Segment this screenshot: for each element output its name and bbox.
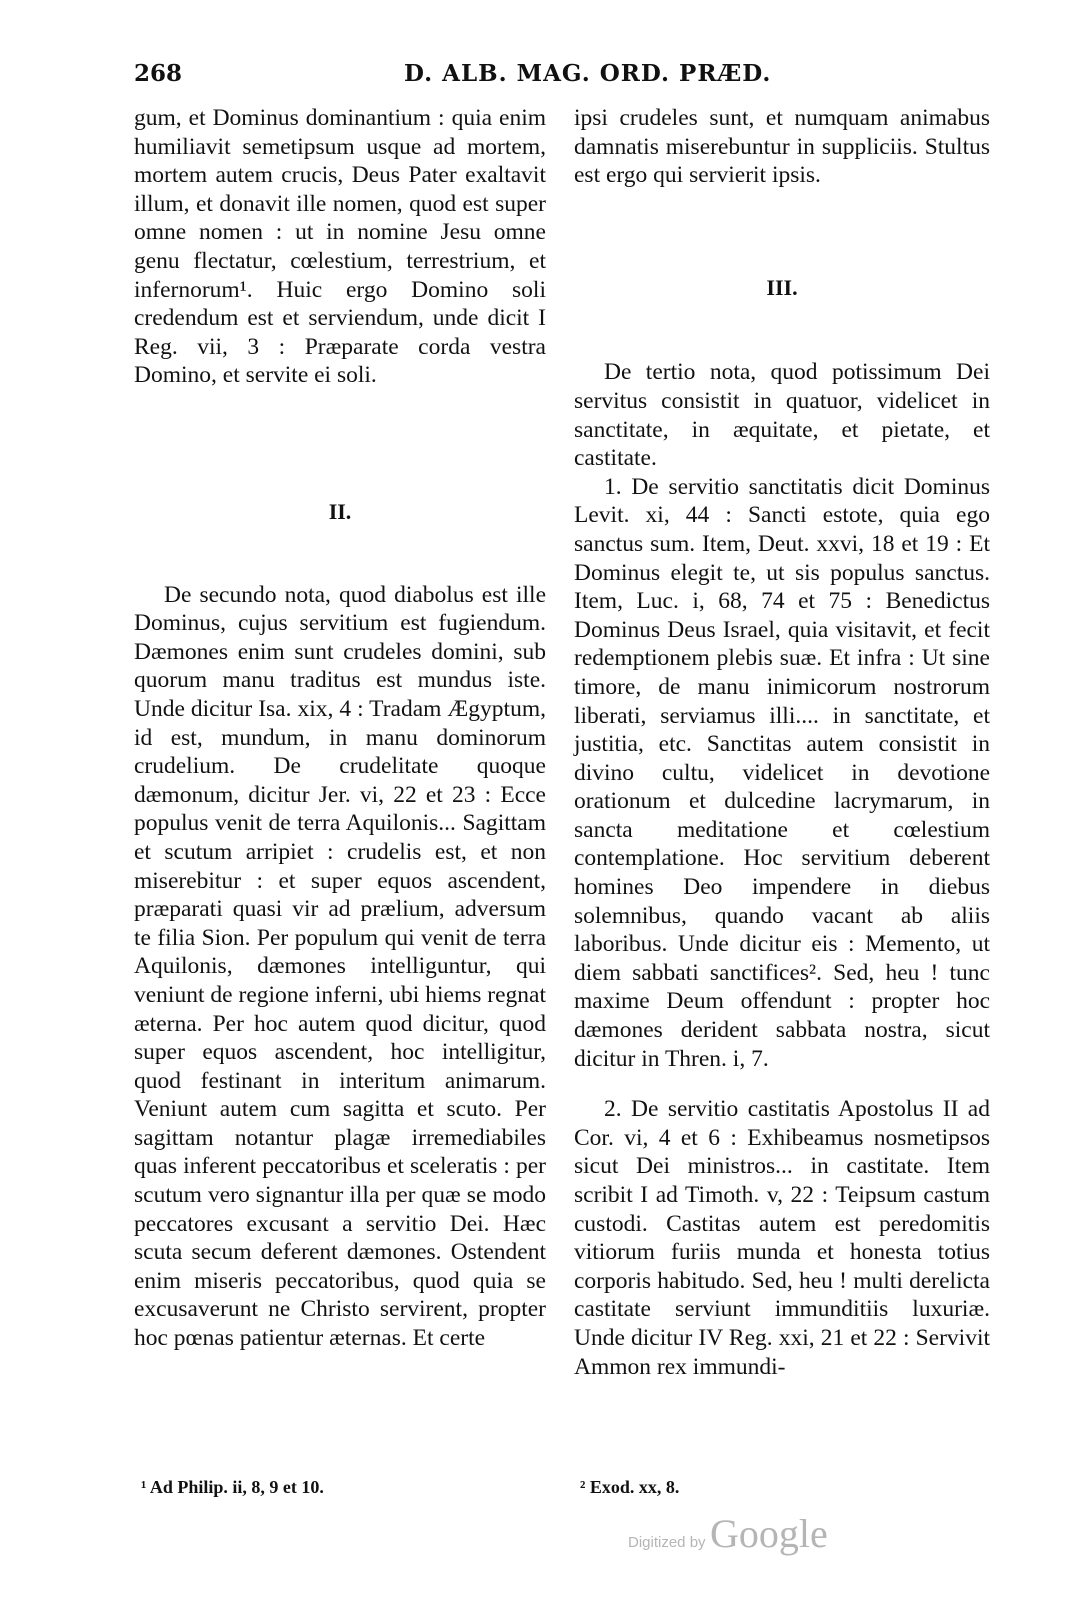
right-paragraph-2: De tertio nota, quod potissimum Dei servitus consistit in quatuor, videlicet in sanctitate, in æquitate, et pietate, et castitate. (574, 359, 990, 472)
right-paragraph-3: 1. De servitio sanctitatis dicit Dominus Levit. xi, 44 : Sancti estote, quia ego sanctus sum. Item, Deut. xxvi, 18 et 19 : Et Dominus elegit te, ut sis populus sanctus. Item, Luc. i, 68, 74 et 75 : Benedictus Dominus Deus Israel, quia visitavit, et fecit redemptionem plebis suæ. Et infra : Ut sine timore, de manu inimicorum nostrorum liberati, serviamus illi.... in sanctitate, et justitia, etc. Sanctitas autem consistit in divino cultu, videlicet in devotione orationum et dulcedine lacrymarum, in sancta meditatione et cœlestium contemplatione. Hoc servitium deberent homines Deo impendere in diebus solemnibus, quando vacant ab aliis laboribus. Unde dicitur eis : Memento, ut diem sabbati sanctifices². Sed, heu ! tunc maxime Deum offendunt : propter hoc dæmones derident sabbata nostra, sicut dicitur in Thren. i, 7. (574, 473, 990, 1072)
google-logo: Google (710, 1511, 828, 1556)
running-head: D. ALB. MAG. ORD. PRÆD. (404, 60, 772, 87)
footnote-1: ¹ Ad Philip. ii, 8, 9 et 10. (141, 1477, 324, 1497)
right-column (574, 104, 990, 1381)
section-heading-3: III. (766, 274, 798, 300)
section-heading-2: II. (328, 499, 352, 524)
left-column (134, 104, 546, 1353)
left-paragraph-1: gum, et Dominus dominantium : quia enim humiliavit semetipsum usque ad mortem, mortem autem crucis, Deus Pater exaltavit illum, et donavit ille nomen, quod est super omne nomen : ut in nomine Jesu omne genu flectatur, cœlestium, terrestrium, et infernorum¹. Huic ergo Domino soli credendum est et serviendum, unde dicit I Reg. vii, 3 : Præparate corda vestra Domino, et servite ei soli. (134, 105, 546, 389)
right-paragraph-4: 2. De servitio castitatis Apostolus II ad Cor. vi, 4 et 6 : Exhibeamus nosmetipsos sicut Dei ministros... in castitate. Item scribit I ad Timoth. v, 22 : Teipsum castum custodi. Castitas autem est peredomitis vitiorum furiis munda et honesta totius corporis habitudo. Sed, heu ! multi derelicta castitate serviunt immunditiis luxuriæ. Unde dicitur IV Reg. xxi, 21 et 22 : Servivit Ammon rex immundi- (574, 1096, 990, 1380)
digitized-by-google-watermark (628, 1510, 828, 1557)
left-paragraph-2: De secundo nota, quod diabolus est ille Dominus, cujus servitium est fugiendum. Dæmones enim sunt crudeles domini, sub quorum manu traditus est mundus iste. Unde dicitur Isa. xix, 4 : Tradam Ægyptum, id est, mundum, in manu dominorum crudelium. De crudelitate quoque dæmonum, dicitur Jer. vi, 22 et 23 : Ecce populus venit de terra Aquilonis... Sagittam et scutum arripiet : crudelis est, et non miserebitur : et super equos ascendent, præparati quasi vir ad prælium, adversum te filia Sion. Per populum qui venit de terra Aquilonis, dæmones intelliguntur, qui veniunt de regione inferni, ubi hiems regnat æterna. Per hoc autem quod dicitur, quod super equos ascendent, hoc intelligitur, quod festinant in interitum animarum. Veniunt autem cum sagitta et scuto. Per sagittam notantur plagæ irremediabiles quas inferent peccatoribus et sceleratis : per scutum vero signantur illa per quæ se modo peccatores excusant a servitio Dei. Hæc scuta secum deferent dæmones. Ostendent enim miseris peccatoribus, quod quia se excusaverunt ne Christo servirent, propter hoc pœnas patientur æternas. Et certe (134, 581, 546, 1352)
footnote-2: ² Exod. xx, 8. (580, 1477, 680, 1497)
page-number: 268 (134, 60, 183, 87)
watermark-prefix: Digitized by (628, 1534, 706, 1551)
right-paragraph-1: ipsi crudeles sunt, et numquam animabus damnatis miserebuntur in suppliciis. Stultus est ergo qui servierit ipsis. (574, 105, 990, 189)
page-header (134, 60, 990, 94)
